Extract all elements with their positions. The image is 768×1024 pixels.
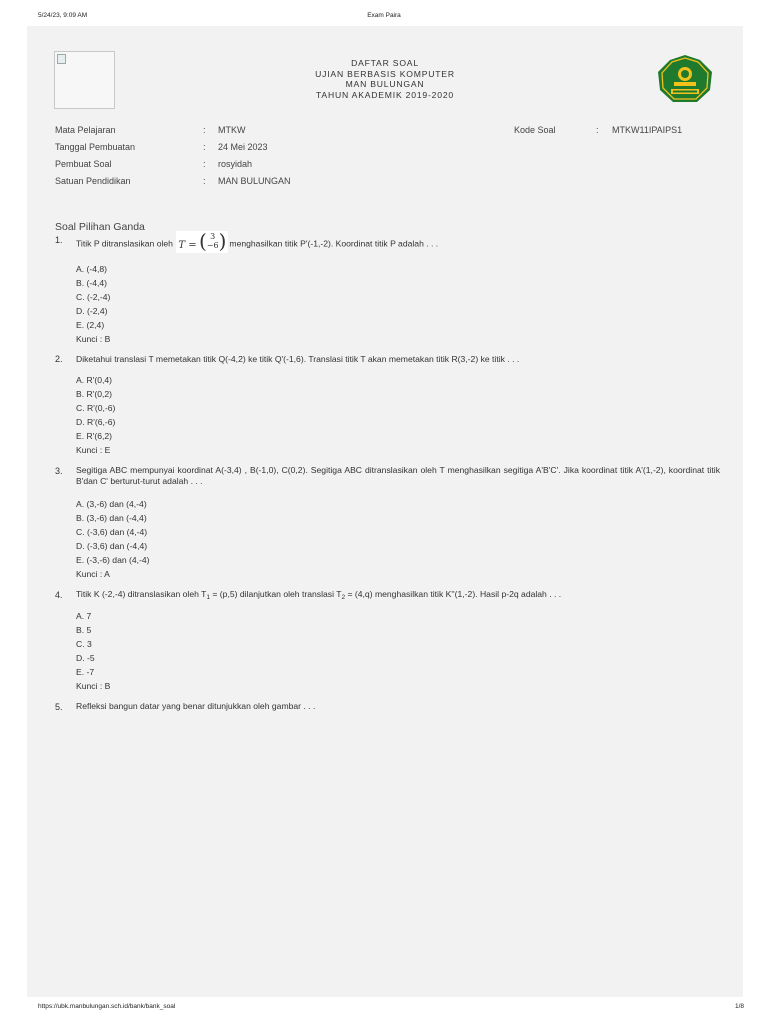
question-1-text-after: menghasilkan titik P'(-1,-2). Koordinat titik P adalah . . . xyxy=(229,238,439,249)
q4-option-c: C. 3 xyxy=(76,639,92,649)
q1-option-d: D. (-2,4) xyxy=(76,306,108,316)
q4-option-e: E. -7 xyxy=(76,667,95,677)
q2-option-a: A. R'(0,4) xyxy=(76,375,113,385)
q4-text-c: = (4,q) menghasilkan titik K''(1,-2). Hasil p-2q adalah . . . xyxy=(345,589,562,599)
q4-sub-1: 1 xyxy=(206,594,211,601)
q2-option-b: B. R'(0,2) xyxy=(76,389,113,399)
q2-option-c: C. R'(0,-6) xyxy=(76,403,116,413)
question-1-text xyxy=(76,229,720,255)
q4-text-b: = (p,5) dilanjutkan oleh translasi T xyxy=(210,589,342,599)
q4-option-a: A. 7 xyxy=(76,611,92,621)
section-title: Soal Pilihan Ganda xyxy=(55,221,145,233)
heading-line-4: TAHUN AKADEMIK 2019-2020 xyxy=(316,89,454,100)
meta-label-tanggal: Tanggal Pembuatan xyxy=(55,142,136,152)
q1-key: Kunci : B xyxy=(76,334,111,344)
q2-option-e: E. R'(6,2) xyxy=(76,431,113,441)
vector-top: 3 xyxy=(210,232,216,241)
meta-label-kode: Kode Soal xyxy=(514,125,556,135)
meta-label-mata-pelajaran: Mata Pelajaran xyxy=(55,125,116,135)
question-1-number: 1. xyxy=(55,235,63,245)
q1-option-e: E. (2,4) xyxy=(76,320,105,330)
q3-option-e: E. (-3,-6) dan (4,-4) xyxy=(76,555,150,565)
meta-value-tanggal: 24 Mei 2023 xyxy=(218,142,268,152)
footer-page-number: 1/8 xyxy=(734,1003,744,1010)
meta-colon: : xyxy=(203,142,206,152)
question-3-number: 3. xyxy=(55,466,63,476)
print-datetime: 5/24/23, 9:09 AM xyxy=(38,12,88,19)
print-title: Exam Paira xyxy=(367,12,401,19)
document-heading xyxy=(27,58,743,100)
translation-vector-image xyxy=(176,231,228,253)
meta-colon: : xyxy=(203,159,206,169)
heading-line-1: DAFTAR SOAL xyxy=(351,58,419,68)
question-5-text: Refleksi bangun datar yang benar ditunjukkan oleh gambar . . . xyxy=(76,701,316,711)
meta-colon: : xyxy=(596,125,599,135)
meta-colon: : xyxy=(203,176,206,186)
meta-value-kode: MTKW11IPAIPS1 xyxy=(612,125,683,135)
question-4-number: 4. xyxy=(55,590,63,600)
vector-bottom: −6 xyxy=(206,241,219,250)
question-1-text-before: Titik P ditranslasikan oleh xyxy=(76,238,173,249)
q1-option-c: C. (-2,-4) xyxy=(76,292,111,302)
heading-line-2: UJIAN BERBASIS KOMPUTER xyxy=(315,68,455,79)
meta-label-pembuat: Pembuat Soal xyxy=(55,159,112,169)
question-2-text: Diketahui translasi T memetakan titik Q(-4,2) ke titik Q'(-1,6). Translasi titik T akan memetakan titik R(3,-2) ke titik . . . xyxy=(76,354,520,364)
kemenag-logo xyxy=(656,54,714,104)
print-header xyxy=(0,12,768,24)
footer-url: https://ubk.manbulungan.sch.id/bank/bank_soal xyxy=(38,1003,176,1010)
q3-key: Kunci : A xyxy=(76,569,110,579)
q2-option-d: D. R'(6,-6) xyxy=(76,417,116,427)
q4-text-a: Titik K (-2,-4) ditranslasikan oleh T xyxy=(76,589,207,599)
heading-line-3: MAN BULUNGAN xyxy=(345,79,425,89)
q3-option-a: A. (3,-6) dan (4,-4) xyxy=(76,499,147,509)
meta-label-satuan: Satuan Pendidikan xyxy=(55,176,131,186)
meta-value-mata-pelajaran: MTKW xyxy=(218,125,246,135)
q4-option-d: D. -5 xyxy=(76,653,95,663)
q3-option-c: C. (-3,6) dan (4,-4) xyxy=(76,527,148,537)
q4-key: Kunci : B xyxy=(76,681,111,691)
column-vector: ( 3 −6 ) xyxy=(198,229,227,253)
math-T: T = xyxy=(178,240,197,251)
q4-sub-2: 2 xyxy=(341,594,346,601)
question-5-number: 5. xyxy=(55,702,63,712)
q1-option-a: A. (-4,8) xyxy=(76,264,108,274)
meta-value-satuan: MAN BULUNGAN xyxy=(218,176,291,186)
meta-value-pembuat: rosyidah xyxy=(218,159,253,169)
q3-option-d: D. (-3,6) dan (-4,4) xyxy=(76,541,148,551)
meta-colon: : xyxy=(203,125,206,135)
question-3-text: Segitiga ABC mempunyai koordinat A(-3,4) , B(-1,0), C(0,2). Segitiga ABC ditranslasikan oleh T menghasilkan segitiga A'B'C'. Jika koordinat titik A'(1,-2), koordinat titik B'dan C' berturut-turut adalah . . . xyxy=(76,465,720,486)
document-page xyxy=(27,26,743,997)
question-4-text xyxy=(76,589,720,603)
question-2-number: 2. xyxy=(55,354,63,364)
q4-option-b: B. 5 xyxy=(76,625,92,635)
q3-option-b: B. (3,-6) dan (-4,4) xyxy=(76,513,147,523)
q1-option-b: B. (-4,4) xyxy=(76,278,108,288)
q2-key: Kunci : E xyxy=(76,445,111,455)
